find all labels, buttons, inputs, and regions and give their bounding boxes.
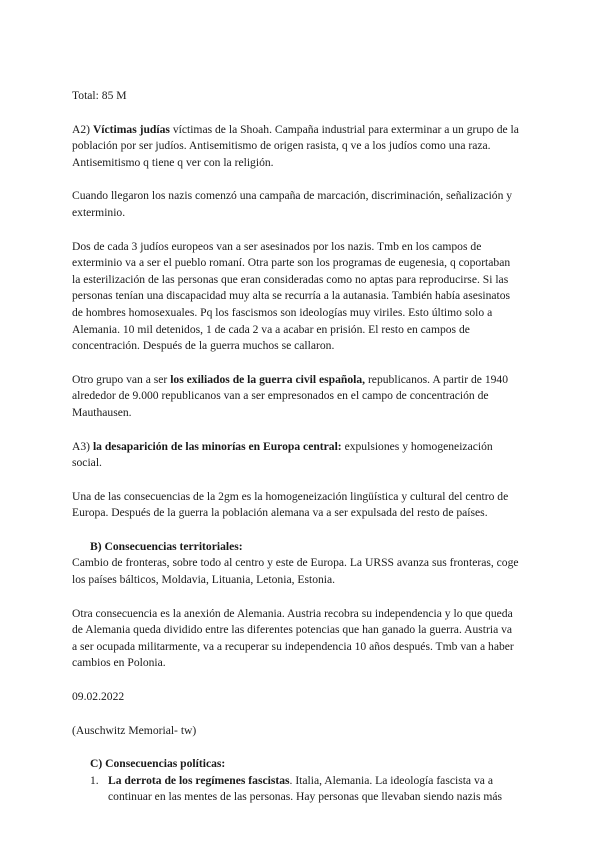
paragraph-austria: Otra consecuencia es la anexión de Alemania. Austria recobra su independencia y lo que queda de Alemania queda dividido entre las diferentes potencias que han ganado la guerra. Austria va a ser ocupada militarmente, va a recuperar su independencia 10 años después. Tmb van a haber cambios en Polonia. — [72, 606, 514, 670]
exiliados-bold: los exiliados de la guerra civil española, — [170, 372, 366, 386]
exiliados-post: republicanos. A partir de 1940 alrededor de 9.000 republicanos van a ser empresonados en el campo de concentración de Mauthausen. — [72, 372, 509, 419]
list-item — [72, 773, 520, 806]
a3-text: expulsiones y homogeneización social. — [72, 439, 493, 470]
exiliados-pre: Otro grupo van a ser — [72, 372, 171, 386]
total-line: Total: 85 M — [72, 89, 127, 102]
date-line: 09.02.2022 — [72, 690, 125, 704]
item1-bold: La derrota de los regímenes fascistas — [108, 773, 290, 787]
paragraph-a2 — [72, 122, 520, 172]
paragraph-fronteras: Cambio de fronteras, sobre todo al centro y este de Europa. La URSS avanza sus fronteras, coge los países bálticos, Moldavia, Lituania, Letonia, Estonia. — [72, 556, 519, 587]
a2-prefix: A2) — [72, 122, 93, 136]
heading-consecuencias-politicas: C) Consecuencias políticas: — [90, 757, 226, 771]
item1-text: . Italia, Alemania. La ideología fascista va a continuar en las mentes de las personas. Hay personas que llevaban siendo nazis más — [108, 773, 503, 804]
paragraph-dos-de-cada: Dos de cada 3 judíos europeos van a ser asesinados por los nazis. Tmb en los campos de exterminio va a ser el pueblo romaní. Otra parte son los programas de eugenesia, q coportaban la esterilización de las personas que eran consideradas como no aptas para reproducirse. Si las personas tenían una discapacidad muy alta se recurría a la autanasia. También había asesinatos de hombres homosexuales. Pq los fascismos son ideologías muy viriles. Esto último solo a Alemania. 10 mil detenidos, 1 de cada 2 va a acabar en prisión. El resto en campos de concentración. Después de la guerra muchos se callaron. — [72, 239, 511, 353]
paragraph-a3 — [72, 439, 520, 472]
a2-bold: Víctimas judías — [92, 122, 170, 136]
list-item-body — [108, 773, 520, 806]
a3-prefix: A3) — [72, 439, 93, 453]
a2-text: víctimas de la Shoah. Campaña industrial para exterminar a un grupo de la población por ser judíos. Antisemitismo de origen rasista, q ve a los judíos como una raza. Antisemitismo q tiene q ver con la religión. — [72, 122, 519, 169]
list-number: 1. — [90, 773, 99, 787]
paragraph-exiliados — [72, 372, 520, 422]
reference-line: (Auschwitz Memorial- tw) — [72, 723, 197, 737]
paragraph-nazis: Cuando llegaron los nazis comenzó una campaña de marcación, discriminación, señalización y exterminio. — [72, 189, 513, 219]
paragraph-2gm: Una de las consecuencias de la 2gm es la homogeneización lingüística y cultural del centro de Europa. Después de la guerra la población alemana va a ser expulsada del resto de países. — [72, 489, 509, 520]
heading-consecuencias-territoriales: B) Consecuencias territoriales: — [90, 539, 243, 553]
a3-bold: la desaparición de las minorías en Europa central: — [92, 439, 342, 453]
